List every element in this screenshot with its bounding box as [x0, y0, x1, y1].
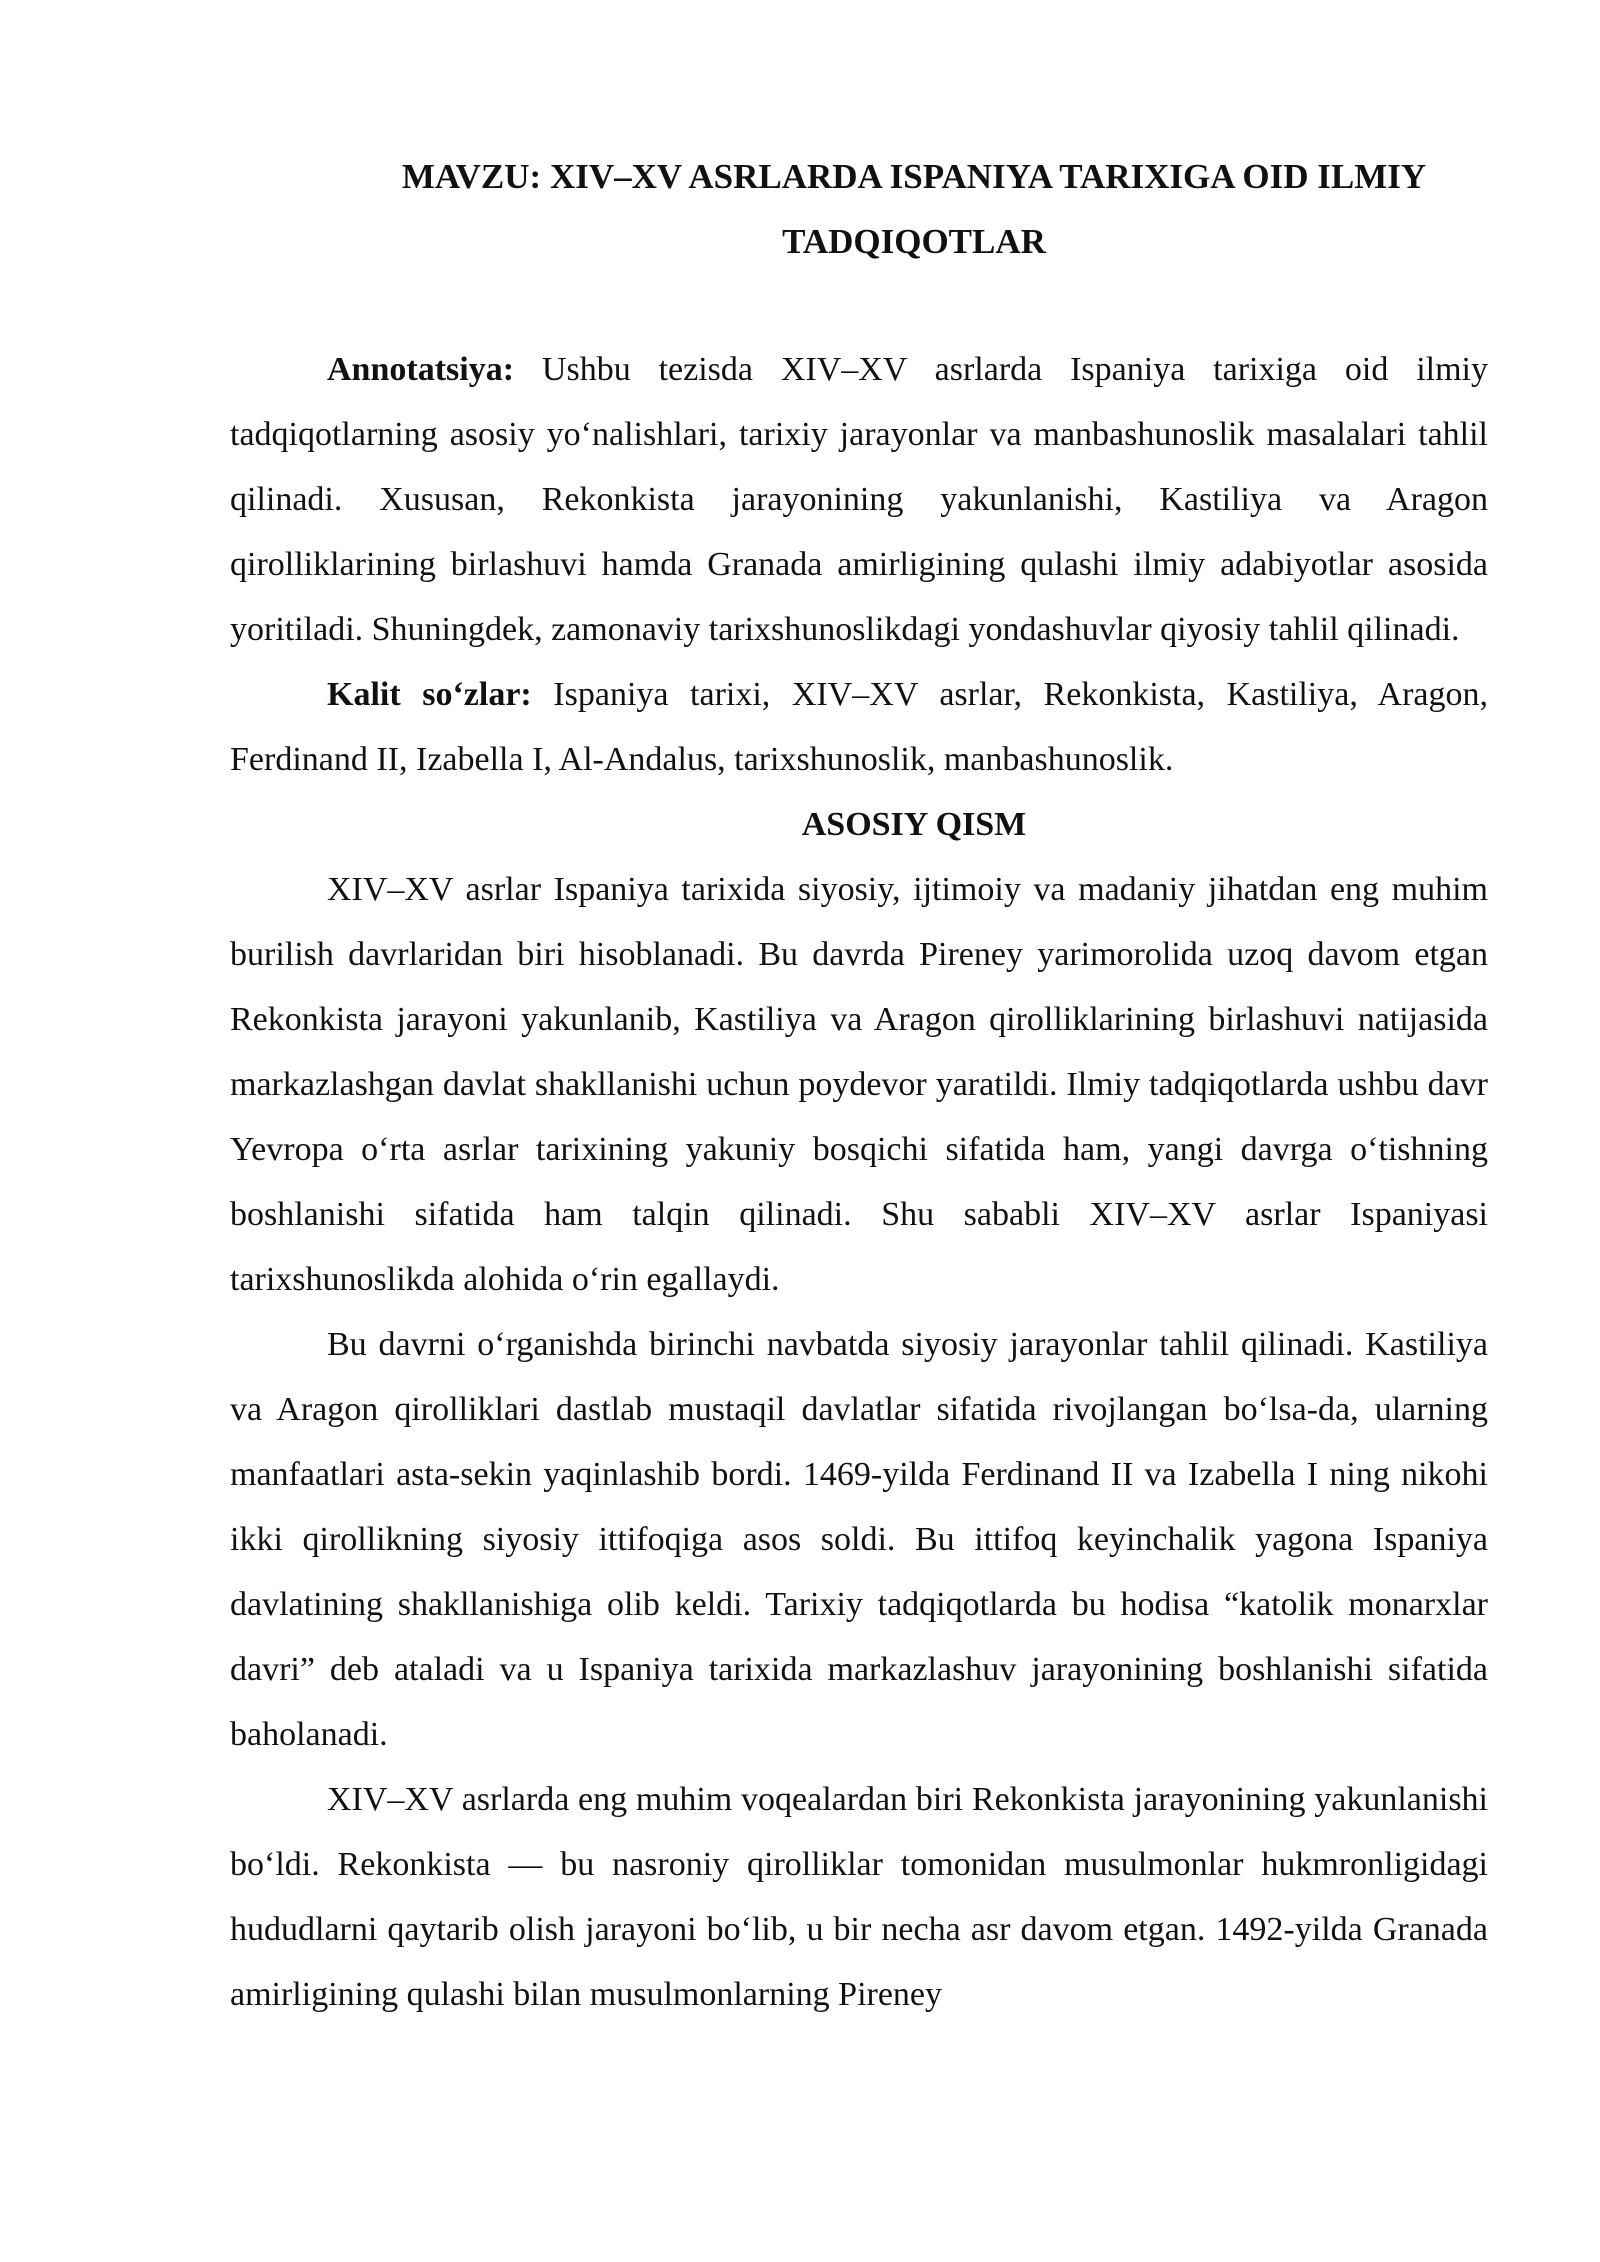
- body-paragraph-2: Bu davrni o‘rganishda birinchi navbatda siyosiy jarayonlar tahlil qilinadi. Kastiliya va Aragon qirolliklari dastlab mustaqil davlatlar sifatida rivojlangan bo‘lsa-da, ularning manfaatlari asta-sekin yaqinlashib bordi. 1469-yilda Ferdinand II va Izabella I ning nikohi ikki qirollikning siyosiy ittifoqiga asos soldi. Bu ittifoq keyinchalik yagona Ispaniya davlatining shakllanishiga olib keldi. Tarixiy tadqiqotlarda bu hodisa “katolik monarxlar davri” deb ataladi va u Ispaniya tarixida markazlashuv jarayonining boshlanishi sifatida baholanadi.: [230, 1326, 1488, 1753]
- document-title: [230, 144, 1488, 274]
- keywords-text: Ispaniya tarixi, XIV–XV asrlar, Rekonkista, Kastiliya, Aragon, Ferdinand II, Izabella I, Al-Andalus, tarixshunoslik, manbashunoslik.: [230, 676, 1488, 778]
- annotation-text: Ushbu tezisda XIV–XV asrlarda Ispaniya tarixiga oid ilmiy tadqiqotlarning asosiy yo‘nalishlari, tarixiy jarayonlar va manbashunoslik masalalari tahlil qilinadi. Xususan, Rekonkista jarayonining yakunlanishi, Kastiliya va Aragon qirolliklarining birlashuvi hamda Granada amirligining qulashi ilmiy adabiyotlar asosida yoritiladi. Shuningdek, zamonaviy tarixshunoslikdagi yondashuvlar qiyosiy tahlil qilinadi.: [230, 351, 1488, 648]
- annotation-paragraph: [230, 337, 1488, 662]
- keywords-label: Kalit so‘zlar:: [327, 676, 532, 713]
- body-paragraph-3: XIV–XV asrlarda eng muhim voqealardan biri Rekonkista jarayonining yakunlanishi bo‘ldi. Rekonkista — bu nasroniy qirolliklar tomonidan musulmonlar hukmronligidagi hududlarni qaytarib olish jarayoni bo‘lib, u bir necha asr davom etgan. 1492-yilda Granada amirligining qulashi bilan musulmonlarning Pireney: [230, 1781, 1488, 2013]
- section-heading: ASOSIY QISM: [801, 806, 1027, 843]
- annotation-label: Annotatsiya:: [327, 351, 515, 388]
- title-line-2: TADQIQOTLAR: [782, 222, 1046, 261]
- title-line-1: MAVZU: XIV–XV ASRLARDA ISPANIYA TARIXIGA OID ILMIY: [401, 157, 1427, 196]
- document-body: [230, 144, 1488, 2027]
- body-paragraph-1: XIV–XV asrlar Ispaniya tarixida siyosiy, ijtimoiy va madaniy jihatdan eng muhim burilish davrlaridan biri hisoblanadi. Bu davrda Pireney yarimorolida uzoq davom etgan Rekonkista jarayoni yakunlanib, Kastiliya va Aragon qirolliklarining birlashuvi natijasida markazlashgan davlat shakllanishi uchun poydevor yaratildi. Ilmiy tadqiqotlarda ushbu davr Yevropa o‘rta asrlar tarixining yakuniy bosqichi sifatida ham, yangi davrga o‘tishning boshlanishi sifatida ham talqin qilinadi. Shu sababli XIV–XV asrlar Ispaniyasi tarixshunoslikda alohida o‘rin egallaydi.: [230, 871, 1488, 1298]
- title-spacer: [230, 274, 1488, 337]
- keywords-paragraph: [230, 662, 1488, 792]
